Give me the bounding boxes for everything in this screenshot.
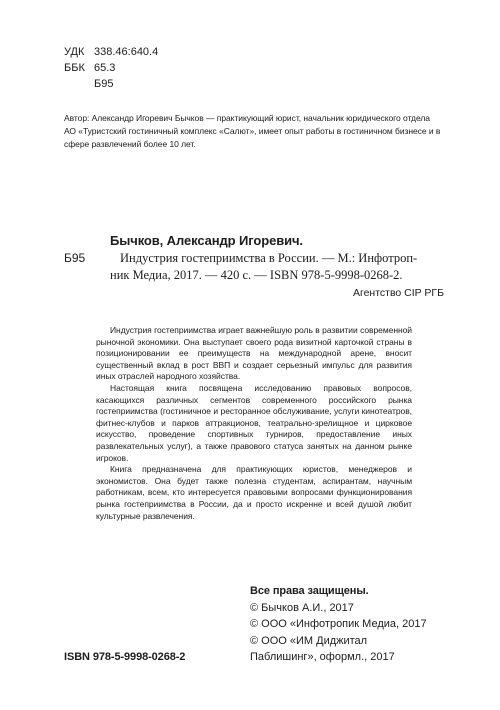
card-entry-line2: ник Медиа, 2017. — 420 с. — ISBN 978-5-9998-0268-2.: [110, 268, 403, 282]
bbk-label: ББК: [64, 62, 85, 74]
card-code: Б95: [64, 251, 86, 265]
bbk-value: 65.3: [94, 62, 116, 74]
card-entry-line1: Индустрия гостеприимства в России. — М.: Инфотроп-: [120, 251, 418, 265]
copyright-line-4: Паблишинг», оформл., 2017: [250, 651, 395, 663]
copyright-line-3: © ООО «ИМ Диджитал: [250, 634, 368, 647]
cip-agency: Агентство CIP РГБ: [352, 287, 444, 299]
author-note-text: Автор: Александр Игоревич Бычков — практикующий юрист, начальник юридического отдела АО «Туристский гостиничный комплекс «Салют», имеет опыт работы в гостиничном бизнесе и в сфере развлечений более 10 лет.: [64, 113, 441, 149]
card-entry: [64, 250, 444, 284]
classification-codes: [64, 44, 158, 92]
udk-row: [64, 44, 158, 60]
rights-title: Все права защищены.: [250, 585, 369, 597]
abstract: [96, 325, 412, 522]
udk-label: УДК: [64, 46, 85, 58]
udk-value: 338.46:640.4: [94, 46, 159, 58]
abstract-paragraph-1: Индустрия гостеприимства играет важнейшую роль в развитии современной рыночной экономики. Она выступает своего рода визитной карточкой страны в позиционировании ее преимуществ на международной арене, вносит существенный вклад в рост ВВП и создает серьезный импульс для развития иных отраслей народного хозяйства.: [96, 325, 412, 382]
rights-block: [250, 583, 450, 666]
author-note: [64, 112, 444, 151]
author-sign: Б95: [94, 78, 114, 90]
abstract-paragraph-3: Книга предназначена для практикующих юристов, менеджеров и экономистов. Она будет также полезна студентам, аспирантам, научным работникам, всем, кто интересуется правовыми вопросами функционирования рынка гостеприимства в России, да и просто искренне и всей душой любит культурные развлечения.: [96, 464, 412, 521]
copyright-line-1: © Бычков А.И., 2017: [250, 601, 354, 614]
abstract-paragraph-2: Настоящая книга посвящена исследованию правовых вопросов, касающихся различных сегментов современного российского рынка гостеприимства (гостиничное и ресторанное обслуживание, услуги кинотеатров, фитнес-клубов и парков аттракционов, театрально-зрелищное и цирковое искусство, проведение спортивных турниров, предоставление иных развлекательных услуг), а также правового статуса занятых на данном рынке игроков.: [96, 382, 412, 463]
card-author: Бычков, Александр Игоревич.: [110, 233, 303, 248]
isbn: ISBN 978-5-9998-0268-2: [64, 651, 186, 663]
bbk-row: [64, 60, 158, 76]
copyright-line-2: © ООО «Инфотропик Медиа, 2017: [250, 618, 427, 630]
catalog-card: [64, 233, 444, 301]
card-entry-text: [110, 250, 444, 284]
